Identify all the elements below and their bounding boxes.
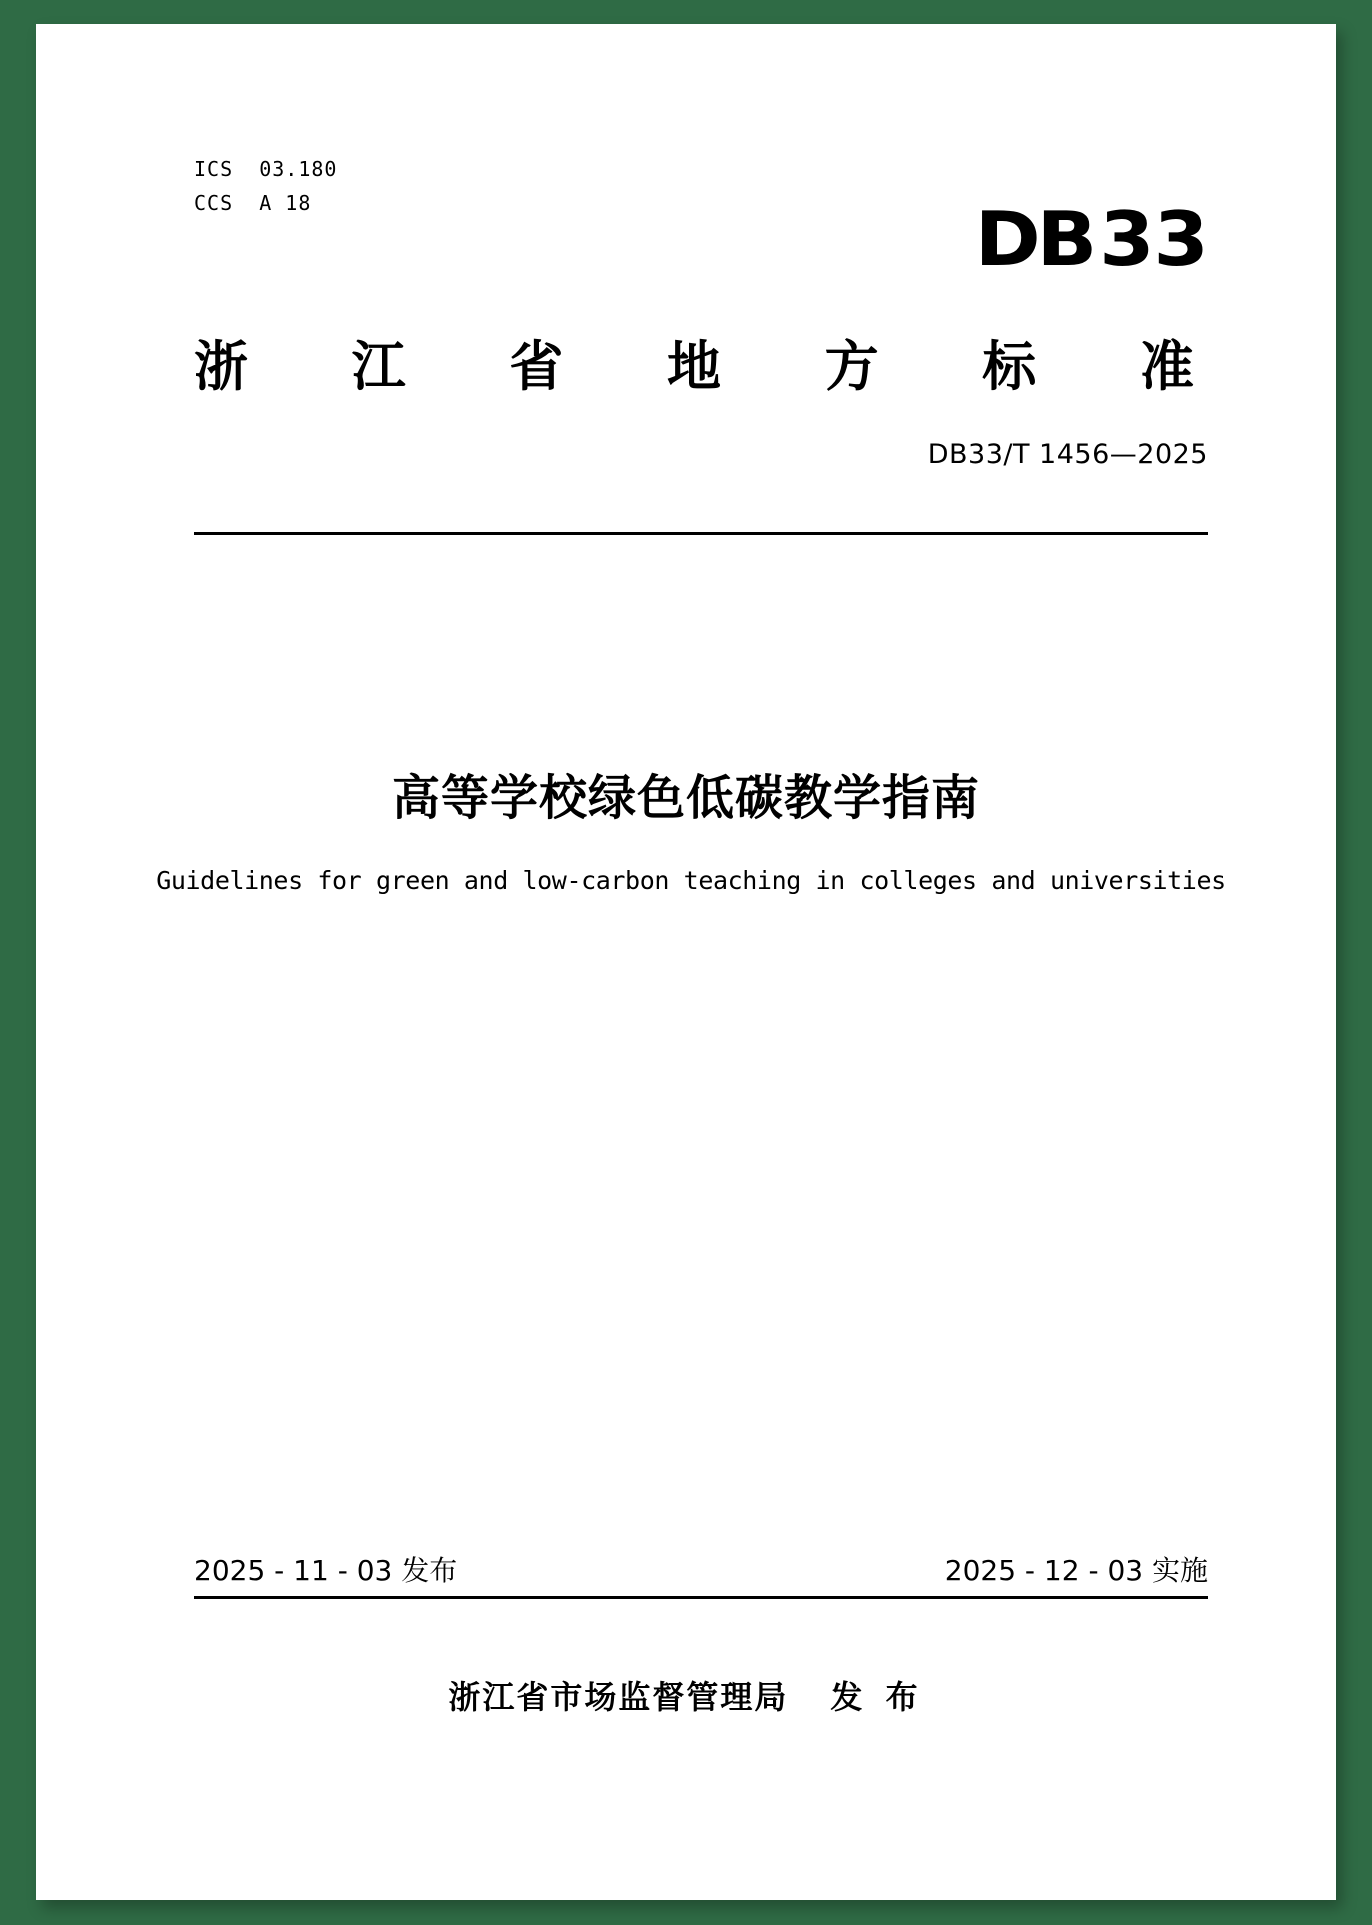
document-page (36, 24, 1336, 1900)
ics-line: ICS 03.180 (194, 157, 338, 181)
issuer-name: 浙江省市场监督管理局 (448, 1678, 789, 1716)
issuing-authority (36, 1672, 1336, 1718)
issuer-verb: 发 布 (830, 1678, 924, 1716)
standard-type-char: 省 (509, 335, 564, 398)
standard-type-char: 浙 (194, 335, 248, 398)
document-title-english: Guidelines for green and low-carbon teaching in colleges and universities (156, 866, 1226, 895)
standard-type-char: 准 (1139, 335, 1194, 398)
ccs-line: CCS A 18 (194, 191, 312, 215)
db33-logo-number: 33 (1099, 195, 1208, 283)
release-date: 2025 - 11 - 03 发布 (194, 1554, 458, 1587)
implementation-date: 2025 - 12 - 03 实施 (944, 1554, 1208, 1587)
standard-type-char: 地 (666, 335, 721, 398)
page-content (36, 24, 1336, 1900)
standard-type-char: 标 (982, 335, 1037, 398)
standard-type-char: 江 (351, 335, 406, 398)
document-title-chinese: 高等学校绿色低碳教学指南 (391, 770, 980, 826)
footer-divider (194, 1596, 1208, 1599)
standard-type-heading (194, 324, 1194, 401)
db33-logo (975, 195, 1208, 283)
standard-type-char: 方 (824, 335, 879, 398)
header-divider (194, 532, 1208, 535)
standard-number: DB33/T 1456—2025 (927, 439, 1208, 470)
date-row (194, 1549, 1208, 1589)
db33-logo-db: DB (975, 195, 1094, 283)
ics-classification (194, 152, 337, 220)
